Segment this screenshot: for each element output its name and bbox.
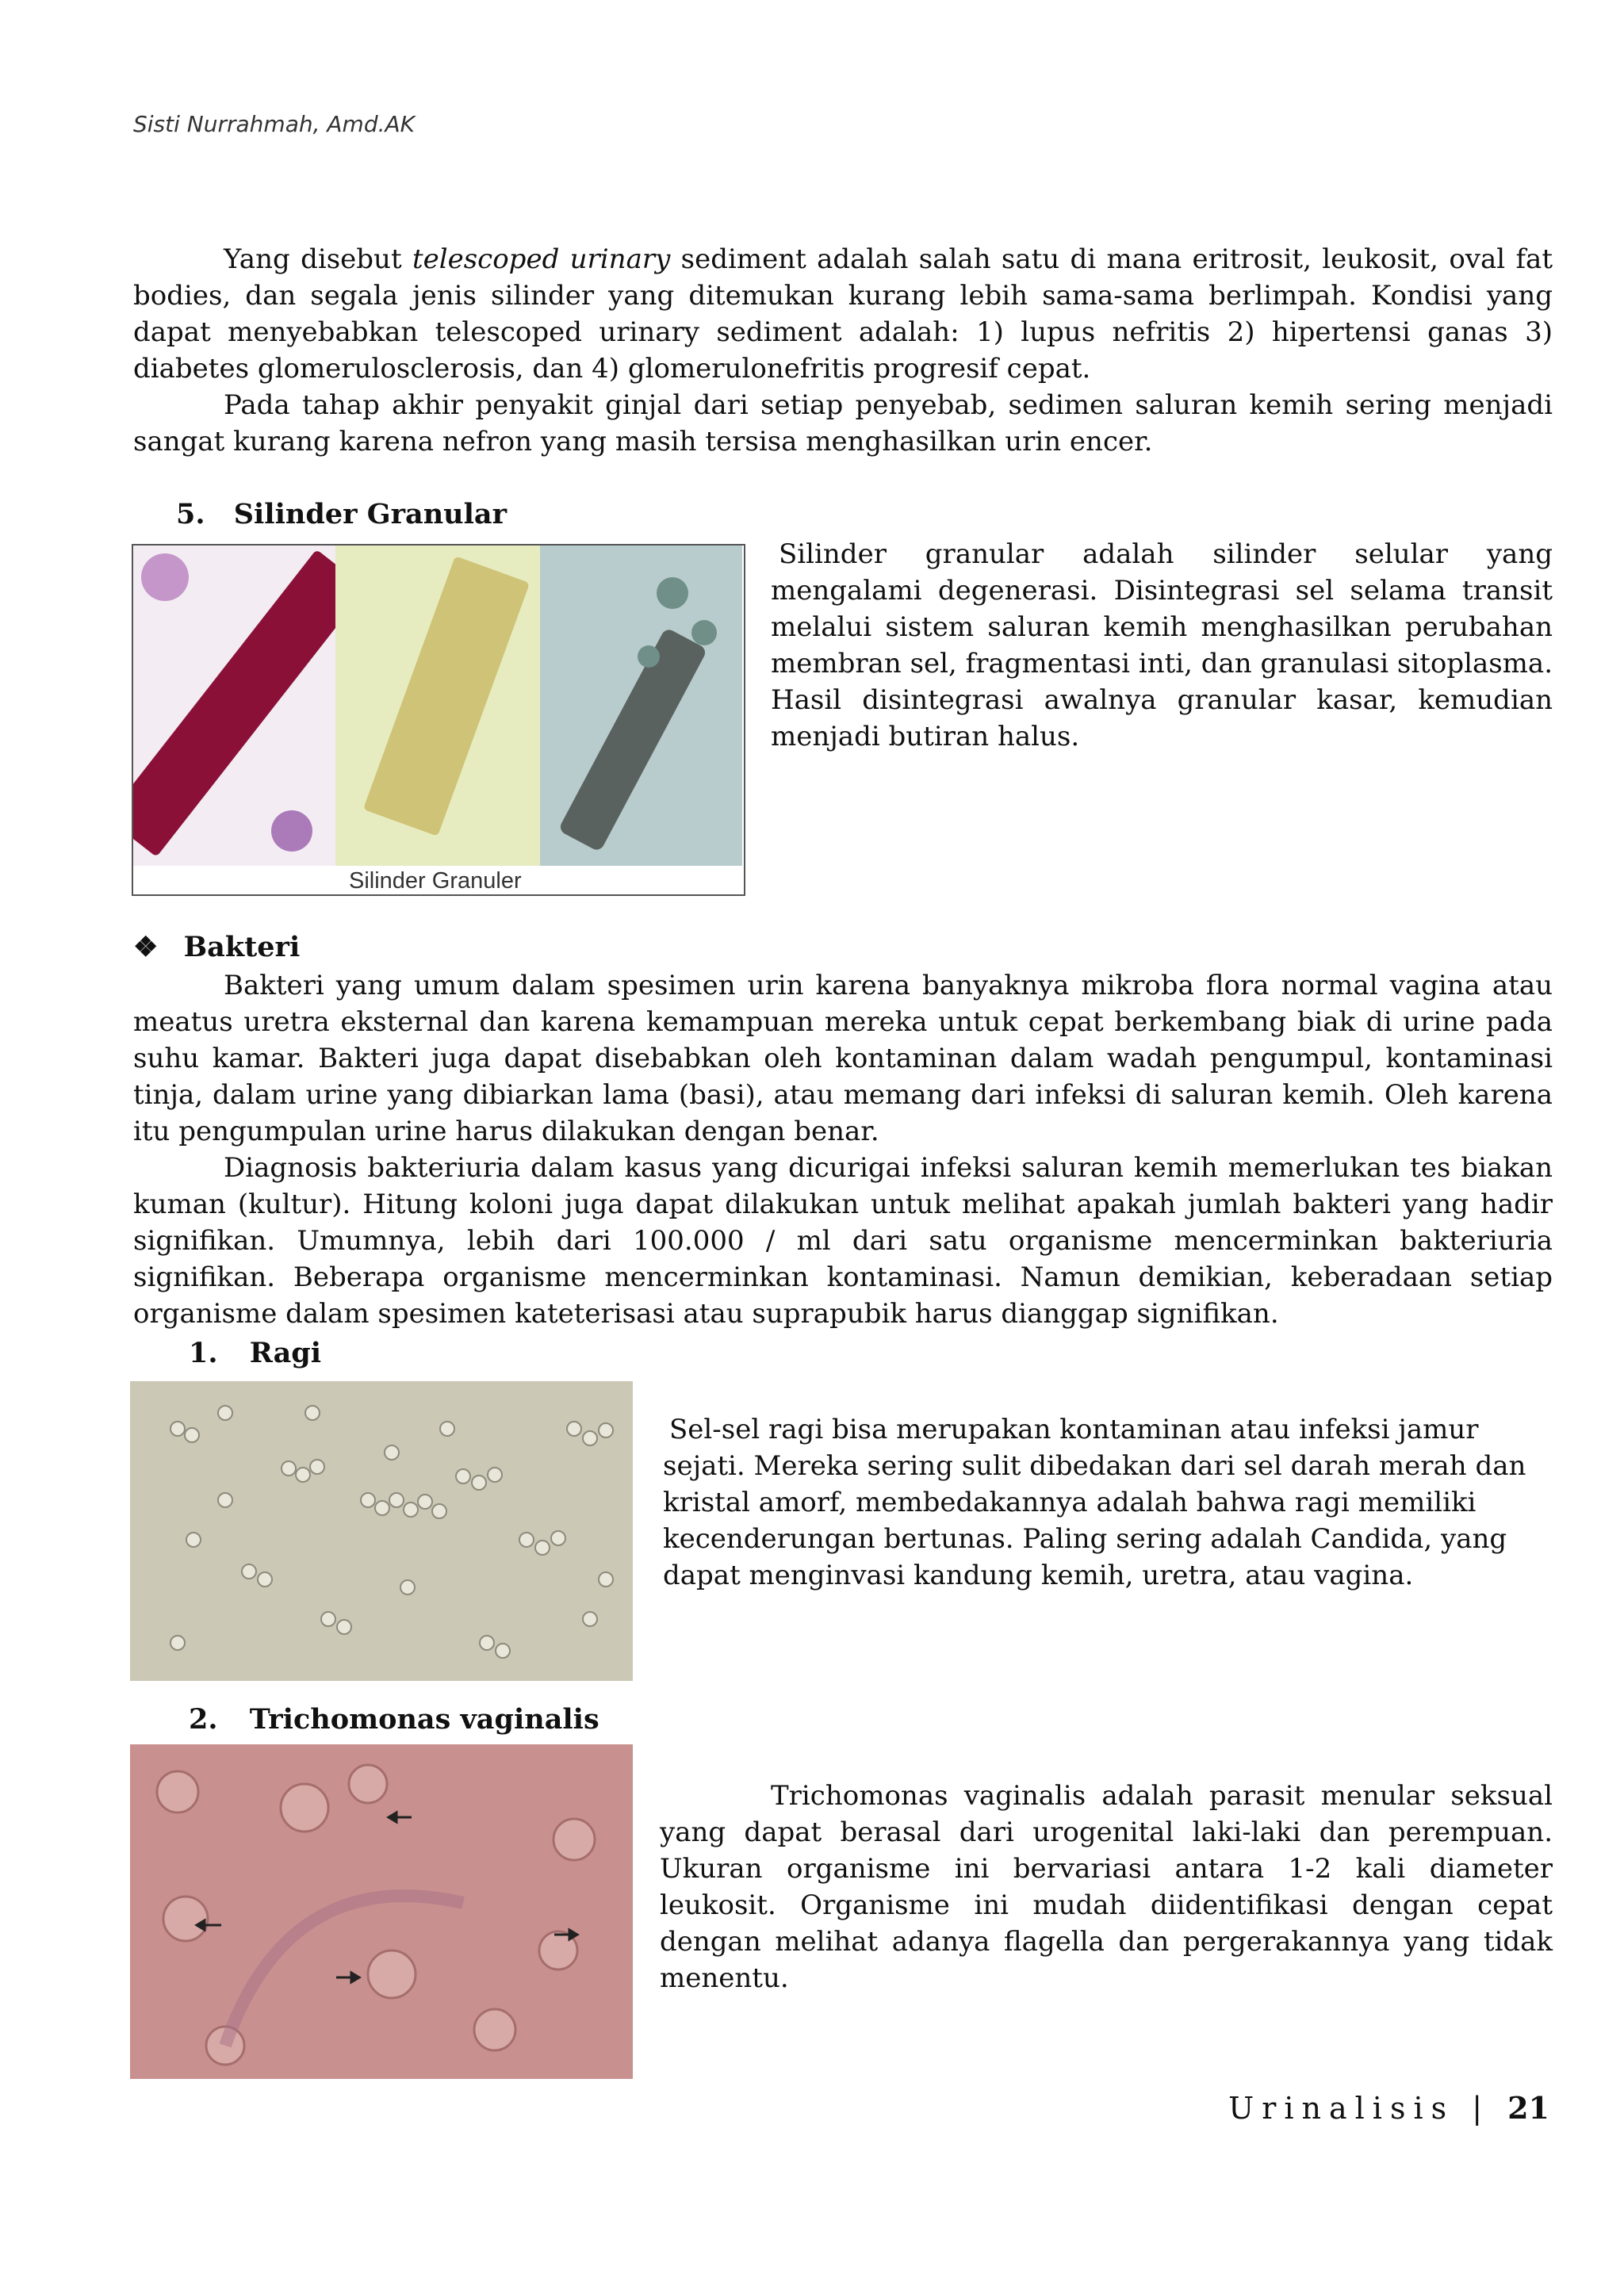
trichomonas-image	[130, 1744, 633, 2079]
tricho-number: 2.	[189, 1703, 218, 1736]
intro-paragraph-2: Pada tahap akhir penyakit ginjal dari setiap penyebab, sedimen saluran kemih sering menjadi sangat kurang karena nefron yang masih tersisa menghasilkan urin encer.	[133, 389, 1553, 457]
trichomonas-illustration	[130, 1744, 633, 2079]
granular-caption: Silinder Granuler	[349, 868, 522, 894]
granular-cast-illustration	[133, 545, 744, 894]
yeast-illustration	[130, 1381, 633, 1681]
bakteri-title: Bakteri	[183, 931, 301, 963]
bakteri-heading	[133, 931, 300, 963]
ragi-heading	[189, 1337, 321, 1369]
intro-p1-em: telescoped urinary	[412, 243, 671, 275]
page-footer	[1228, 2090, 1549, 2126]
bakteri-paragraph-2: Diagnosis bakteriuria dalam kasus yang dicurigai infeksi saluran kemih memerlukan tes biakan kuman (kultur). Hitung koloni juga dapat dilakukan untuk melihat apakah jumlah bakteri yang hadir signifikan. Umumnya, lebih dari 100.000 / ml dari satu organisme mencerminkan bakteriuria signifikan. Beberapa organisme mencerminkan kontaminasi. Namun demikian, keberadaan setiap organisme dalam spesimen kateterisasi atau suprapubik harus dianggap signifikan.	[133, 1152, 1553, 1330]
tricho-text: Trichomonas vaginalis adalah parasit menular seksual yang dapat berasal dari urogenital laki-laki dan perempuan. Ukuran organisme ini bervariasi antara 1-2 kali diameter leukosit. Organisme ini mudah diidentifikasi dengan cepat dengan melihat adanya flagella dan pergerakannya yang tidak menentu.	[660, 1780, 1553, 1994]
granular-title: Silinder Granular	[233, 498, 508, 530]
granular-cast-image	[132, 544, 745, 896]
ragi-text: Sel-sel ragi bisa merupakan kontaminan atau infeksi jamur sejati. Mereka sering sulit dibedakan dari sel darah merah dan kristal amorf, membedakannya adalah bahwa ragi memiliki kecenderungan bertunas. Paling sering adalah Candida, yang dapat menginvasi kandung kemih, uretra, atau vagina.	[663, 1414, 1526, 1591]
header-author: Sisti Nurrahmah, Amd.AK	[133, 111, 416, 137]
tricho-title: Trichomonas vaginalis	[249, 1703, 599, 1736]
page-number: 21	[1507, 2090, 1549, 2126]
footer-label: Urinalisis	[1228, 2091, 1455, 2126]
bakteri-paragraph-1: Bakteri yang umum dalam spesimen urin karena banyaknya mikroba flora normal vagina atau meatus uretra eksternal dan karena kemampuan mereka untuk cepat berkembang biak di urine pada suhu kamar. Bakteri juga dapat disebabkan oleh kontaminan dalam wadah pengumpul, kontaminasi tinja, dalam urine yang dibiarkan lama (basi), atau memang dari infeksi di saluran kemih. Oleh karena itu pengumpulan urine harus dilakukan dengan benar.	[133, 970, 1553, 1147]
ragi-number: 1.	[189, 1337, 218, 1369]
granular-number: 5.	[176, 498, 205, 530]
intro-p1-post: sediment adalah salah satu di mana eritrosit, leukosit, oval fat bodies, dan segala jenis silinder yang ditemukan kurang lebih sama-sama berlimpah. Kondisi yang dapat menyebabkan telescoped urinary sediment adalah: 1) lupus nefritis 2) hipertensi ganas 3) diabetes glomerulosclerosis, dan 4) glomerulonefritis progresif cepat.	[133, 243, 1553, 385]
granular-text: Silinder granular adalah silinder selular yang mengalami degenerasi. Disintegrasi sel selama transit melalui sistem saluran kemih menghasilkan perubahan membran sel, fragmentasi inti, dan granulasi sitoplasma. Hasil disintegrasi awalnya granular kasar, kemudian menjadi butiran halus.	[771, 538, 1553, 752]
granular-heading	[176, 498, 507, 530]
ragi-title: Ragi	[249, 1337, 322, 1369]
intro-paragraph-1	[133, 241, 1553, 387]
tricho-heading	[189, 1703, 599, 1736]
intro-p1-pre: Yang disebut	[224, 243, 412, 275]
bullet-icon: ❖	[133, 931, 159, 963]
footer-separator: |	[1472, 2091, 1491, 2126]
yeast-image	[130, 1381, 633, 1681]
